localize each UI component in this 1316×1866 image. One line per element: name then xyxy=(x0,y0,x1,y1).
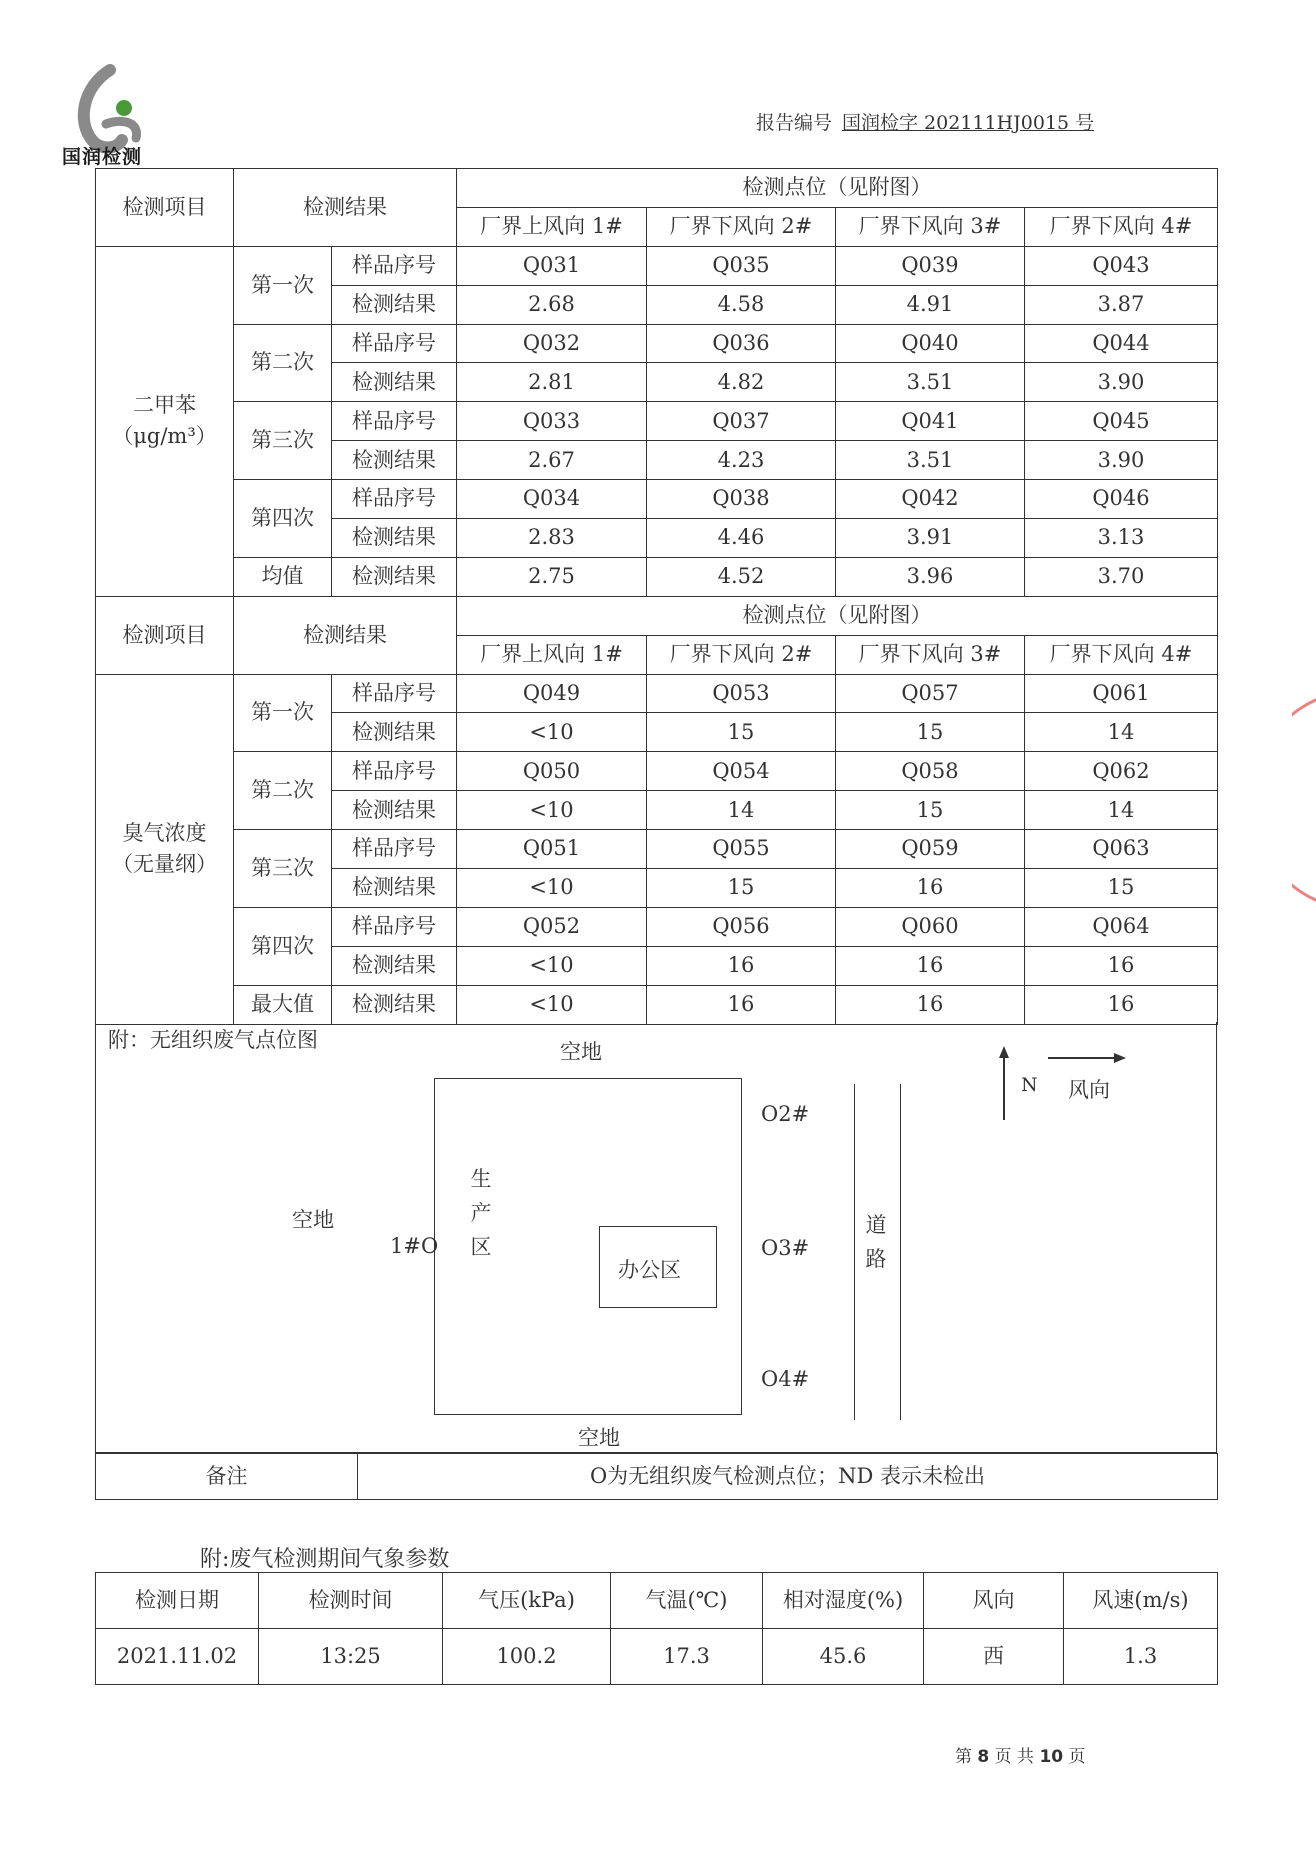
page-total: 10 xyxy=(1039,1747,1064,1767)
sample-id: Q060 xyxy=(836,907,1025,946)
table-row xyxy=(96,402,1218,441)
wind-label: 风向 xyxy=(1068,1078,1110,1102)
sample-id: Q034 xyxy=(457,480,647,519)
weather-header: 检测时间 xyxy=(259,1573,443,1629)
result-row-label: 检测结果 xyxy=(332,285,457,324)
item-name-cell xyxy=(96,674,234,1024)
point-4-label: O4# xyxy=(761,1367,810,1391)
remark-table xyxy=(95,1453,1218,1500)
result-value: 16 xyxy=(836,869,1025,908)
header-column: 厂界下风向 2# xyxy=(647,635,836,674)
result-value: 15 xyxy=(836,791,1025,830)
sample-row-label: 样品序号 xyxy=(332,480,457,519)
remark-text: O为无组织废气检测点位；ND 表示未检出 xyxy=(358,1454,1218,1500)
result-value: 15 xyxy=(1025,869,1218,908)
sample-id: Q035 xyxy=(647,246,836,285)
weather-title: 附:废气检测期间气象参数 xyxy=(200,1547,450,1572)
sample-id: Q051 xyxy=(457,830,647,869)
table-row xyxy=(96,907,1218,946)
weather-value: 2021.11.02 xyxy=(96,1629,259,1685)
sample-id: Q040 xyxy=(836,324,1025,363)
result-value: 2.67 xyxy=(457,441,647,480)
summary-label: 最大值 xyxy=(234,985,332,1024)
sample-id: Q044 xyxy=(1025,324,1218,363)
result-row-label: 检测结果 xyxy=(332,713,457,752)
production-area-label: 生产区 xyxy=(470,1167,492,1259)
round-label: 第二次 xyxy=(234,752,332,830)
result-value: 3.90 xyxy=(1025,363,1218,402)
result-value: 4.58 xyxy=(647,285,836,324)
map-top-label: 空地 xyxy=(560,1040,602,1064)
weather-value: 100.2 xyxy=(443,1629,611,1685)
sample-id: Q036 xyxy=(647,324,836,363)
sample-id: Q038 xyxy=(647,480,836,519)
page-footer xyxy=(955,1742,1086,1767)
header-column: 厂界下风向 4# xyxy=(1025,207,1218,246)
round-label: 第二次 xyxy=(234,324,332,402)
result-row-label: 检测结果 xyxy=(332,791,457,830)
result-value: 14 xyxy=(647,791,836,830)
result-row-label: 检测结果 xyxy=(332,441,457,480)
weather-value: 45.6 xyxy=(763,1629,924,1685)
road-label: 道路 xyxy=(865,1213,887,1271)
sample-id: Q043 xyxy=(1025,246,1218,285)
header-item: 检测项目 xyxy=(96,169,234,247)
result-value: 3.13 xyxy=(1025,519,1218,558)
weather-header: 气压(kPa) xyxy=(443,1573,611,1629)
result-value: 4.91 xyxy=(836,285,1025,324)
report-number-label: 报告编号 xyxy=(756,112,833,134)
point-1-label: 1#O xyxy=(390,1234,439,1258)
result-value: 4.82 xyxy=(647,363,836,402)
red-seal-stamp xyxy=(1292,690,1316,910)
header-item: 检测项目 xyxy=(96,596,234,674)
report-number-value: 国润检字 202111HJ0015 号 xyxy=(842,112,1095,134)
weather-value: 西 xyxy=(924,1629,1064,1685)
header-points: 检测点位（见附图） xyxy=(457,169,1218,208)
sample-row-label: 样品序号 xyxy=(332,246,457,285)
office-area-label: 办公区 xyxy=(618,1258,681,1282)
item-name: 二甲苯 xyxy=(133,392,196,417)
result-value: 2.81 xyxy=(457,363,647,402)
summary-row xyxy=(96,557,1218,596)
sample-id: Q046 xyxy=(1025,480,1218,519)
sample-row-label: 样品序号 xyxy=(332,752,457,791)
logo-text: 国润检测 xyxy=(62,146,143,168)
wind-arrow-icon xyxy=(1048,1050,1126,1066)
point-3-label: O3# xyxy=(761,1236,810,1260)
header-column: 厂界下风向 3# xyxy=(836,207,1025,246)
summary-value: 3.96 xyxy=(836,557,1025,596)
weather-header-row xyxy=(96,1573,1218,1629)
weather-header: 检测日期 xyxy=(96,1573,259,1629)
sample-row-label: 样品序号 xyxy=(332,402,457,441)
sample-row-label: 样品序号 xyxy=(332,907,457,946)
result-row-label: 检测结果 xyxy=(332,985,457,1024)
sample-id: Q052 xyxy=(457,907,647,946)
round-label: 第三次 xyxy=(234,402,332,480)
results-table xyxy=(95,168,1218,1025)
header-column: 厂界上风向 1# xyxy=(457,207,647,246)
north-arrow-icon xyxy=(992,1046,1016,1122)
weather-header: 气温(℃) xyxy=(611,1573,763,1629)
sample-row-label: 样品序号 xyxy=(332,674,457,713)
result-value: 14 xyxy=(1025,713,1218,752)
item-unit: （μg/m³） xyxy=(112,424,217,449)
result-value: 3.51 xyxy=(836,441,1025,480)
sample-id: Q056 xyxy=(647,907,836,946)
summary-value: 3.70 xyxy=(1025,557,1218,596)
sample-id: Q042 xyxy=(836,480,1025,519)
result-value: 4.46 xyxy=(647,519,836,558)
header-column: 厂界下风向 4# xyxy=(1025,635,1218,674)
sample-id: Q063 xyxy=(1025,830,1218,869)
summary-value: 16 xyxy=(647,985,836,1024)
summary-row xyxy=(96,985,1218,1024)
sample-id: Q041 xyxy=(836,402,1025,441)
sample-id: Q058 xyxy=(836,752,1025,791)
table-row xyxy=(96,674,1218,713)
sample-id: Q061 xyxy=(1025,674,1218,713)
weather-header: 风速(m/s) xyxy=(1064,1573,1218,1629)
sample-id: Q054 xyxy=(647,752,836,791)
summary-label: 均值 xyxy=(234,557,332,596)
result-value: <10 xyxy=(457,869,647,908)
road-right-edge xyxy=(900,1084,901,1420)
sample-id: Q031 xyxy=(457,246,647,285)
sample-row-label: 样品序号 xyxy=(332,830,457,869)
result-value: <10 xyxy=(457,791,647,830)
report-number xyxy=(756,108,1094,135)
sample-id: Q055 xyxy=(647,830,836,869)
summary-value: 4.52 xyxy=(647,557,836,596)
map-left-label: 空地 xyxy=(292,1208,334,1232)
result-value: 3.91 xyxy=(836,519,1025,558)
sample-id: Q064 xyxy=(1025,907,1218,946)
round-label: 第一次 xyxy=(234,246,332,324)
page-number: 8 xyxy=(977,1747,990,1767)
sample-id: Q057 xyxy=(836,674,1025,713)
point-2-label: O2# xyxy=(761,1102,810,1126)
page-prefix: 第 xyxy=(955,1747,972,1767)
item-unit: （无量纲） xyxy=(112,852,217,877)
page-mid: 页 共 xyxy=(994,1747,1035,1767)
sample-id: Q045 xyxy=(1025,402,1218,441)
header-points: 检测点位（见附图） xyxy=(457,596,1218,635)
sample-id: Q049 xyxy=(457,674,647,713)
table-row xyxy=(96,830,1218,869)
result-value: <10 xyxy=(457,713,647,752)
weather-value: 1.3 xyxy=(1064,1629,1218,1685)
header-column: 厂界上风向 1# xyxy=(457,635,647,674)
result-value: 3.87 xyxy=(1025,285,1218,324)
point-map xyxy=(95,1022,1217,1453)
summary-value: 16 xyxy=(1025,985,1218,1024)
round-label: 第四次 xyxy=(234,907,332,985)
result-value: 2.83 xyxy=(457,519,647,558)
weather-table xyxy=(95,1572,1218,1685)
result-value: 16 xyxy=(647,946,836,985)
summary-value: <10 xyxy=(457,985,647,1024)
result-value: 14 xyxy=(1025,791,1218,830)
round-label: 第四次 xyxy=(234,480,332,558)
result-value: 3.90 xyxy=(1025,441,1218,480)
summary-value: 16 xyxy=(836,985,1025,1024)
item-name-cell xyxy=(96,246,234,596)
road-left-edge xyxy=(854,1084,855,1420)
result-value: 15 xyxy=(836,713,1025,752)
result-row-label: 检测结果 xyxy=(332,869,457,908)
weather-header: 相对湿度(%) xyxy=(763,1573,924,1629)
result-value: 16 xyxy=(836,946,1025,985)
round-label: 第一次 xyxy=(234,674,332,752)
result-value: <10 xyxy=(457,946,647,985)
round-label: 第三次 xyxy=(234,830,332,908)
weather-value: 13:25 xyxy=(259,1629,443,1685)
map-title: 附：无组织废气点位图 xyxy=(108,1028,318,1052)
weather-value: 17.3 xyxy=(611,1629,763,1685)
result-row-label: 检测结果 xyxy=(332,557,457,596)
page-suffix: 页 xyxy=(1068,1747,1086,1767)
header-result: 检测结果 xyxy=(234,596,457,674)
summary-value: 2.75 xyxy=(457,557,647,596)
table-header-row xyxy=(96,169,1218,208)
weather-value-row xyxy=(96,1629,1218,1685)
sample-id: Q039 xyxy=(836,246,1025,285)
sample-id: Q032 xyxy=(457,324,647,363)
result-value: 15 xyxy=(647,713,836,752)
result-value: 2.68 xyxy=(457,285,647,324)
sample-id: Q059 xyxy=(836,830,1025,869)
north-label: N xyxy=(1021,1074,1038,1096)
remark-label: 备注 xyxy=(96,1454,358,1500)
result-row-label: 检测结果 xyxy=(332,363,457,402)
result-row-label: 检测结果 xyxy=(332,946,457,985)
header-column: 厂界下风向 2# xyxy=(647,207,836,246)
header-result: 检测结果 xyxy=(234,169,457,247)
table-row xyxy=(96,324,1218,363)
map-bottom-label: 空地 xyxy=(578,1426,620,1450)
header-column: 厂界下风向 3# xyxy=(836,635,1025,674)
result-value: 16 xyxy=(1025,946,1218,985)
sample-id: Q037 xyxy=(647,402,836,441)
result-row-label: 检测结果 xyxy=(332,519,457,558)
table-header-row xyxy=(96,596,1218,635)
sample-id: Q033 xyxy=(457,402,647,441)
item-name: 臭气浓度 xyxy=(122,820,207,845)
sample-id: Q053 xyxy=(647,674,836,713)
table-row xyxy=(96,480,1218,519)
sample-row-label: 样品序号 xyxy=(332,324,457,363)
sample-id: Q062 xyxy=(1025,752,1218,791)
weather-header: 风向 xyxy=(924,1573,1064,1629)
result-value: 4.23 xyxy=(647,441,836,480)
table-row xyxy=(96,752,1218,791)
result-value: 15 xyxy=(647,869,836,908)
result-value: 3.51 xyxy=(836,363,1025,402)
sample-id: Q050 xyxy=(457,752,647,791)
table-row xyxy=(96,246,1218,285)
